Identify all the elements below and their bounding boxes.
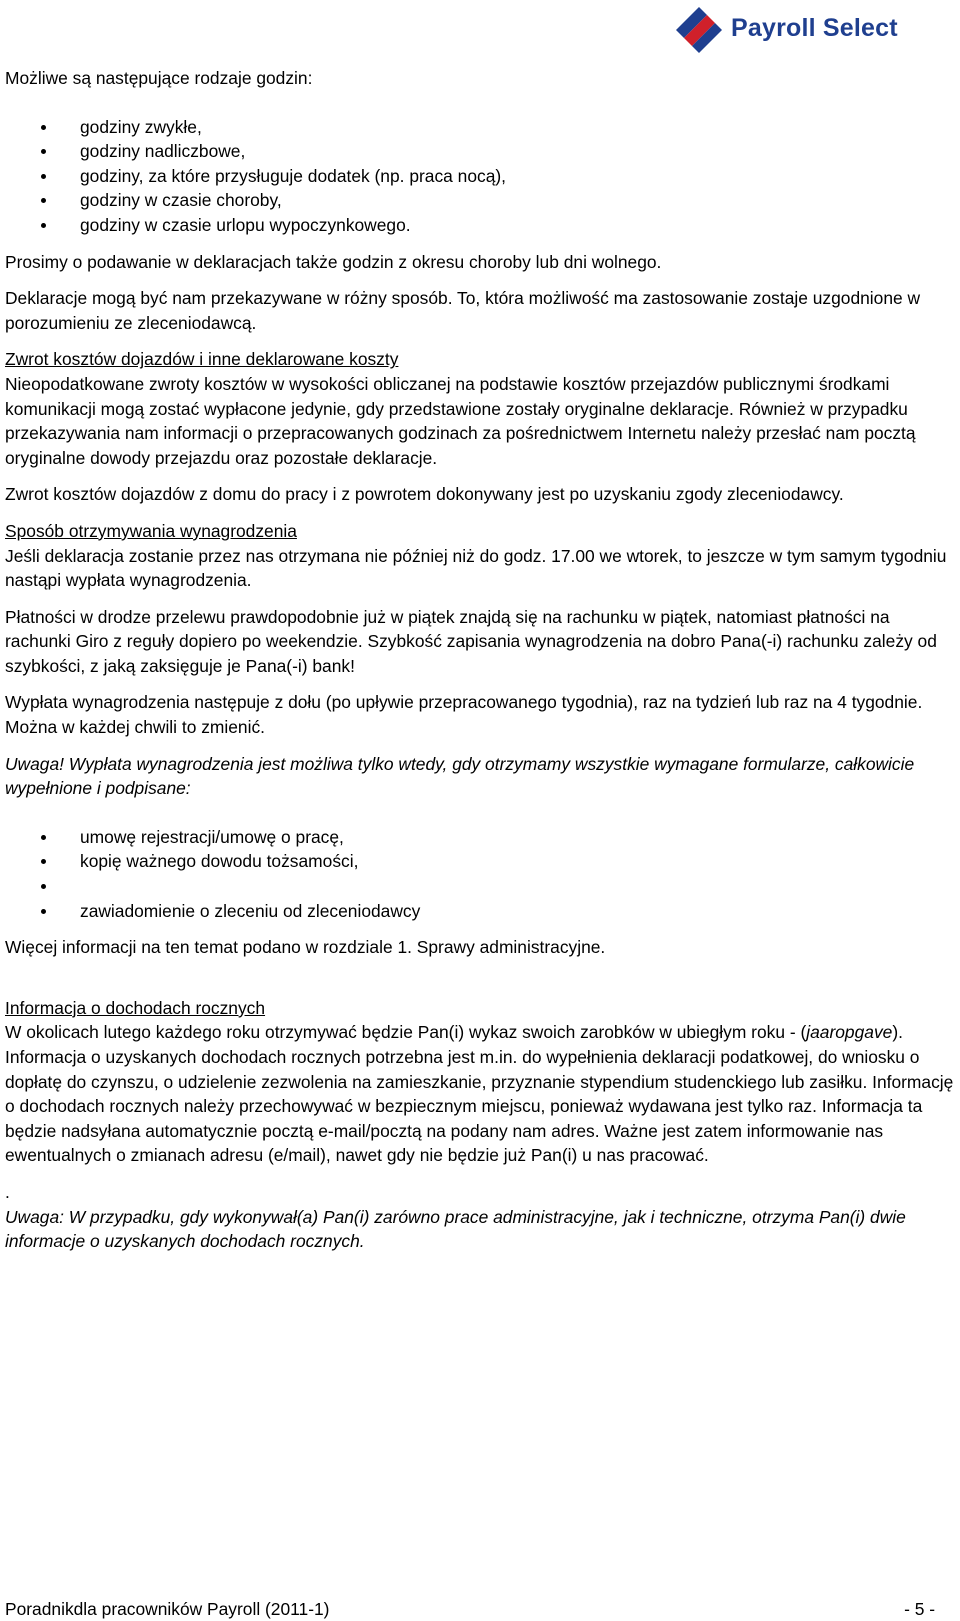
- bullet-icon: [41, 174, 46, 179]
- bullet-icon: [41, 125, 46, 130]
- page-number: - 5 -: [904, 1599, 935, 1619]
- page-content: [5, 66, 955, 1254]
- list-item: godziny w czasie urlopu wypoczynkowego.: [5, 213, 955, 238]
- list-item: kopię ważnego dowodu tożsamości,: [5, 849, 955, 874]
- hour-types-list: [5, 115, 955, 238]
- required-documents-list: [5, 825, 955, 923]
- bullet-icon: [41, 198, 46, 203]
- bullet-icon: [41, 835, 46, 840]
- list-item: godziny nadliczbowe,: [5, 139, 955, 164]
- payment-paragraph: Jeśli deklaracja zostanie przez nas otrzymana nie później niż do godz. 17.00 we wtorek, to jeszcze w tym samym tygodniu nastąpi wypłata wynagrodzenia.: [5, 545, 947, 591]
- logo-text: Payroll Select: [731, 14, 898, 42]
- list-item: [5, 874, 955, 899]
- warning-paragraph: Uwaga! Wypłata wynagrodzenia jest możliwa tylko wtedy, gdy otrzymamy wszystkie wymagane formularze, całkowicie wypełnione i podpisane:: [5, 753, 915, 799]
- dot-paragraph: .: [5, 1181, 10, 1202]
- payment-paragraph-2: Płatności w drodze przelewu prawdopodobnie już w piątek znajdą się na rachunku w piątek, natomiast płatności na rachunki Giro z reguły dopiero po weekendzie. Szybkość zapisania wynagrodzenia na dobro Pana(-i) rachunku zależy od szybkości, z jaką zaksięguje je Pana(-i) bank!: [5, 606, 937, 676]
- bullet-icon: [41, 884, 46, 889]
- sick-hours-paragraph: Prosimy o podawanie w deklaracjach także godzin z okresu choroby lub dni wolnego.: [5, 251, 662, 272]
- list-item: godziny, za które przysługuje dodatek (np. praca nocą),: [5, 164, 955, 189]
- footer-title: Poradnikdla pracowników Payroll (2011-1): [5, 1599, 330, 1619]
- payment-paragraph-3: Wypłata wynagrodzenia następuje z dołu (po upływie przepracowanego tygodnia), raz na tydzień lub raz na 4 tygodnie. Można w każdej chwili to zmienić.: [5, 692, 923, 738]
- bullet-icon: [41, 859, 46, 864]
- travel-costs-heading: Zwrot kosztów dojazdów i inne deklarowane koszty: [5, 349, 399, 370]
- list-item: zawiadomienie o zleceniu od zleceniodawcy: [5, 899, 955, 924]
- bullet-icon: [41, 909, 46, 914]
- more-info-paragraph: Więcej informacji na ten temat podano w rozdziale 1. Sprawy administracyjne.: [5, 937, 606, 958]
- bullet-icon: [41, 223, 46, 228]
- diamond-logo-icon: [676, 5, 728, 55]
- list-item: godziny w czasie choroby,: [5, 188, 955, 213]
- bullet-icon: [41, 149, 46, 154]
- travel-costs-paragraph: Nieopodatkowane zwroty kosztów w wysokości obliczanej na podstawie kosztów przejazdów publicznymi środkami komunikacji mogą zostać wypłacone jedynie, gdy przedstawione zostały oryginalne deklaracje. Również w przypadku przekazywania nam informacji o przepracowanych godzinach za pośrednictwem Internetu należy przesłać nam pocztą oryginalne dowody przejazdu oraz pozostałe deklaracje.: [5, 373, 916, 468]
- list-item: godziny zwykłe,: [5, 115, 955, 140]
- final-note-paragraph: Uwaga: W przypadku, gdy wykonywał(a) Pan(i) zarówno prace administracyjne, jak i techniczne, otrzyma Pan(i) dwie informacje o uzyskanych dochodach rocznych.: [5, 1206, 906, 1252]
- annual-income-paragraph: W okolicach lutego każdego roku otrzymywać będzie Pan(i) wykaz swoich zarobków w ubiegłym roku - (jaaropgave). Informacja o uzyskanych dochodach rocznych potrzebna jest m.in. do wypełnienia deklaracji podatkowej, do wniosku o dopłatę do czynszu, o udzielenie zezwolenia na zamieszkanie, przyznanie stypendium studenckiego lub zasiłku. Informację o dochodach rocznych należy przechowywać w bezpiecznym miejscu, ponieważ wydawana jest tylko raz. Informacja ta będzie nadsyłana automatycznie pocztą e-mail/pocztą na podany nam adres. Ważne jest zatem informowanie nas ewentualnych o zmianach adresu (e/mail), nawet gdy nie będzie już Pan(i) u nas pracować.: [5, 1022, 954, 1166]
- payment-heading: Sposób otrzymywania wynagrodzenia: [5, 520, 297, 541]
- payroll-select-logo: [676, 5, 950, 55]
- travel-costs-paragraph-2: Zwrot kosztów dojazdów z domu do pracy i z powrotem dokonywany jest po uzyskaniu zgody zleceniodawcy.: [5, 484, 844, 505]
- declarations-paragraph: Deklaracje mogą być nam przekazywane w różny sposób. To, która możliwość ma zastosowanie zostaje uzgodnione w porozumieniu ze zleceniodawcą.: [5, 288, 921, 333]
- list-item: umowę rejestracji/umowę o pracę,: [5, 825, 955, 850]
- intro-paragraph: Możliwe są następujące rodzaje godzin:: [5, 68, 313, 88]
- annual-income-heading: Informacja o dochodach rocznych: [5, 997, 266, 1018]
